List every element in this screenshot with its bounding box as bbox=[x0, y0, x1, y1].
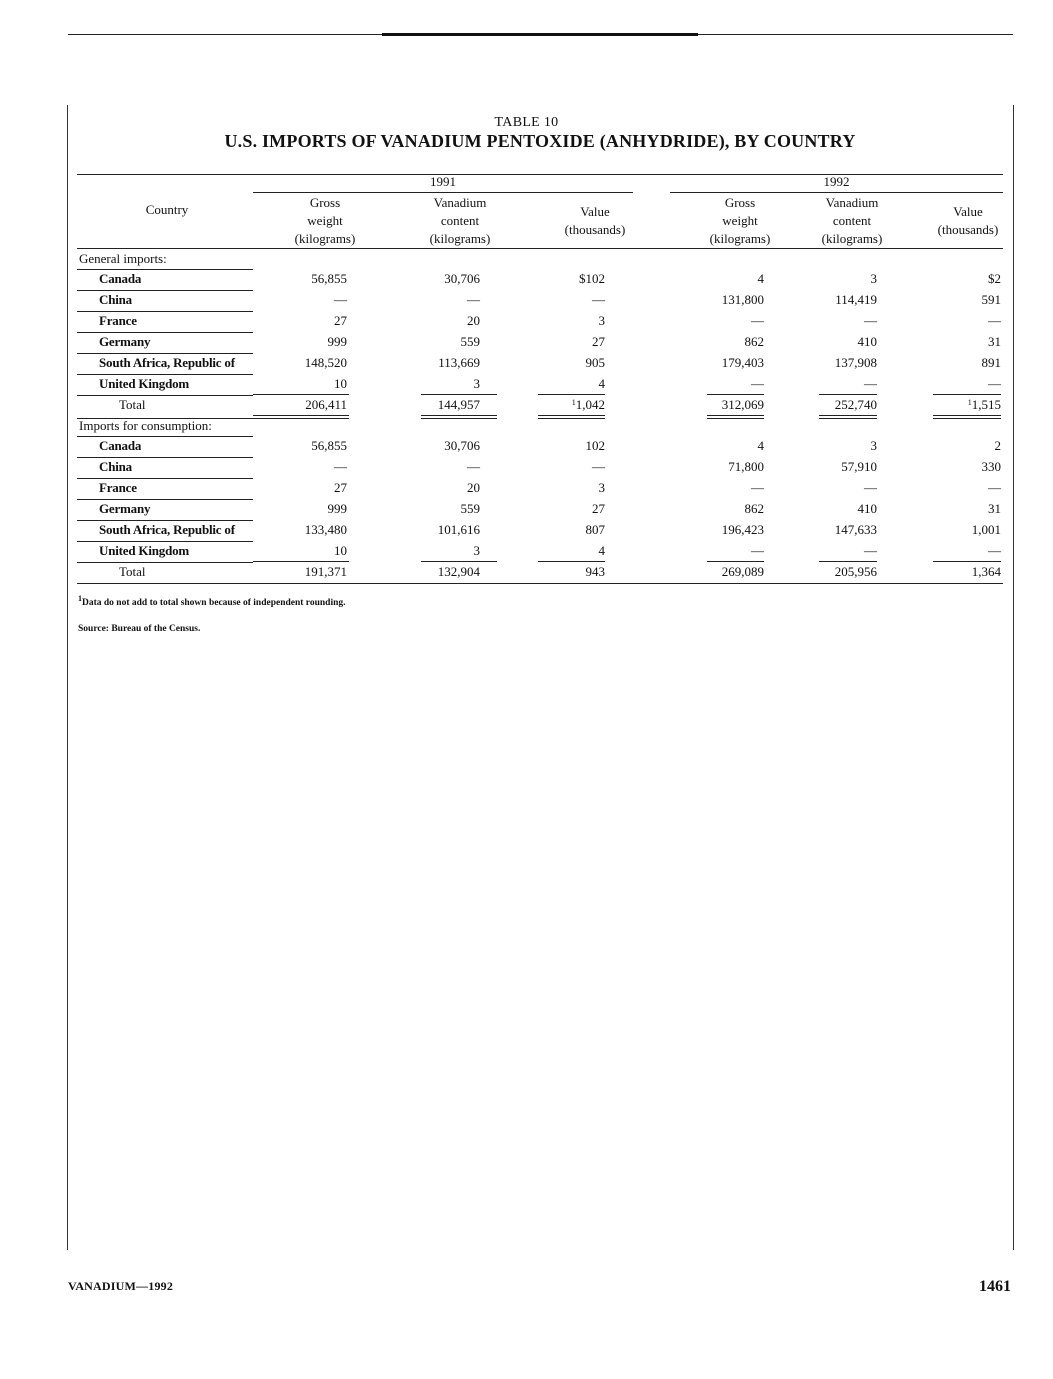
row-rule bbox=[77, 374, 253, 375]
country-name: Germany bbox=[99, 334, 151, 349]
row-rule bbox=[77, 311, 253, 312]
total-cell bbox=[767, 397, 877, 413]
table-cell: 4 bbox=[598, 543, 605, 558]
country-name: Canada bbox=[99, 438, 142, 453]
left-margin-line bbox=[67, 105, 68, 1250]
section-rule bbox=[77, 436, 253, 437]
section-label: Imports for consumption: bbox=[79, 418, 212, 433]
total-cell bbox=[495, 564, 605, 580]
total-value: 206,411 bbox=[305, 397, 347, 412]
footnote-ref: 1 bbox=[967, 398, 972, 407]
year-1991: 1991 bbox=[430, 174, 456, 189]
total-value: 205,956 bbox=[834, 564, 877, 579]
table-cell: — bbox=[864, 313, 877, 328]
row-rule bbox=[77, 541, 253, 542]
total-value: 1,364 bbox=[971, 564, 1001, 579]
table-cell: — bbox=[751, 543, 764, 558]
table-cell: 147,633 bbox=[834, 522, 877, 537]
row-rule bbox=[77, 395, 253, 396]
year-1991-rule bbox=[253, 192, 633, 193]
column-header-6 bbox=[913, 203, 1023, 239]
table-cell: — bbox=[334, 292, 347, 307]
right-margin-line bbox=[1013, 105, 1014, 1250]
table-cell: 20 bbox=[467, 313, 480, 328]
table-cell: 56,855 bbox=[311, 271, 347, 286]
table-title: U.S. IMPORTS OF VANADIUM PENTOXIDE (ANHYDRIDE), BY COUNTRY bbox=[224, 131, 856, 151]
total-double-rule bbox=[421, 415, 497, 419]
table-cell: 56,855 bbox=[311, 438, 347, 453]
country-name: France bbox=[99, 313, 137, 328]
table-cell: — bbox=[334, 459, 347, 474]
row-rule bbox=[77, 478, 253, 479]
table-cell: — bbox=[751, 313, 764, 328]
table-cell: 4 bbox=[757, 438, 764, 453]
column-header-line: (thousands) bbox=[564, 222, 626, 237]
header-bottom-rule bbox=[77, 248, 1003, 249]
total-double-rule bbox=[933, 415, 1001, 419]
total-double-rule bbox=[253, 415, 349, 419]
total-cell bbox=[767, 564, 877, 580]
total-underline bbox=[538, 394, 605, 395]
table-cell: — bbox=[864, 376, 877, 391]
table-cell: — bbox=[988, 313, 1001, 328]
total-value: 132,904 bbox=[437, 564, 480, 579]
table-cell: 4 bbox=[598, 376, 605, 391]
table-cell: 131,800 bbox=[721, 292, 764, 307]
table-cell: 31 bbox=[988, 334, 1001, 349]
total-underline bbox=[933, 394, 1001, 395]
total-value: 312,069 bbox=[721, 397, 764, 412]
total-cell bbox=[654, 564, 764, 580]
total-value: 269,089 bbox=[721, 564, 764, 579]
page-number: 1461 bbox=[979, 1278, 1011, 1295]
top-rule-accent bbox=[382, 33, 698, 36]
year-1992: 1992 bbox=[823, 174, 850, 189]
column-header-1 bbox=[270, 194, 380, 248]
total-underline bbox=[819, 561, 877, 562]
column-header-line: (kilograms) bbox=[821, 231, 883, 246]
country-name: Canada bbox=[99, 271, 142, 286]
table-cell: — bbox=[751, 480, 764, 495]
total-double-rule bbox=[707, 415, 764, 419]
column-header-line: weight bbox=[307, 213, 343, 228]
row-rule bbox=[77, 290, 253, 291]
column-header-3 bbox=[540, 203, 650, 239]
country-name: South Africa, Republic of bbox=[99, 522, 235, 537]
row-rule bbox=[77, 499, 253, 500]
table-cell: $102 bbox=[579, 271, 605, 286]
table-cell: — bbox=[864, 480, 877, 495]
country-name: China bbox=[99, 459, 132, 474]
table-cell: 137,908 bbox=[834, 355, 877, 370]
row-rule bbox=[77, 332, 253, 333]
total-label: Total bbox=[119, 397, 146, 412]
table-cell: 591 bbox=[981, 292, 1001, 307]
total-double-rule bbox=[538, 415, 605, 419]
table-cell: — bbox=[751, 376, 764, 391]
total-value: 252,740 bbox=[834, 397, 877, 412]
total-underline bbox=[707, 561, 764, 562]
total-underline bbox=[707, 394, 764, 395]
column-header-line: (kilograms) bbox=[429, 231, 491, 246]
footnote-mark: 1 bbox=[78, 594, 82, 603]
table-cell: — bbox=[592, 292, 605, 307]
row-rule bbox=[77, 520, 253, 521]
year-1992-rule bbox=[670, 192, 1003, 193]
total-underline bbox=[933, 561, 1001, 562]
table-cell: 27 bbox=[592, 501, 605, 516]
table-cell: 3 bbox=[870, 271, 877, 286]
total-cell bbox=[495, 397, 605, 413]
table-cell: 4 bbox=[757, 271, 764, 286]
table-cell: 330 bbox=[981, 459, 1001, 474]
column-header-2 bbox=[405, 194, 515, 248]
table-cell: 20 bbox=[467, 480, 480, 495]
row-rule bbox=[77, 353, 253, 354]
table-cell: 27 bbox=[334, 480, 347, 495]
table-cell: 30,706 bbox=[444, 271, 480, 286]
total-underline bbox=[253, 394, 349, 395]
country-name: United Kingdom bbox=[99, 376, 190, 391]
table-cell: 113,669 bbox=[438, 355, 480, 370]
table-cell: — bbox=[988, 543, 1001, 558]
country-name: South Africa, Republic of bbox=[99, 355, 235, 370]
total-cell bbox=[370, 397, 480, 413]
table-cell: 2 bbox=[994, 438, 1001, 453]
column-header-line: content bbox=[440, 213, 480, 228]
footnote bbox=[78, 594, 346, 608]
country-name: France bbox=[99, 480, 137, 495]
table-cell: 559 bbox=[460, 501, 480, 516]
total-underline bbox=[253, 561, 349, 562]
section-label: General imports: bbox=[79, 251, 167, 266]
total-value: 1,515 bbox=[971, 397, 1001, 412]
total-underline bbox=[421, 394, 497, 395]
total-cell bbox=[654, 397, 764, 413]
table-cell: 114,419 bbox=[835, 292, 877, 307]
column-header-line: (kilograms) bbox=[709, 231, 771, 246]
table-cell: 101,616 bbox=[437, 522, 480, 537]
table-cell: — bbox=[592, 459, 605, 474]
table-cell: 3 bbox=[598, 313, 605, 328]
table-cell: 57,910 bbox=[841, 459, 877, 474]
table-cell: 27 bbox=[592, 334, 605, 349]
total-label: Total bbox=[119, 564, 146, 579]
column-header-line: Gross bbox=[309, 195, 341, 210]
total-value: 144,957 bbox=[437, 397, 480, 412]
total-double-rule bbox=[819, 415, 877, 419]
country-name: China bbox=[99, 292, 132, 307]
total-underline bbox=[819, 394, 877, 395]
table-cell: 862 bbox=[744, 334, 764, 349]
source-note: Source: Bureau of the Census. bbox=[78, 624, 201, 634]
column-header-line: content bbox=[832, 213, 872, 228]
total-cell bbox=[891, 564, 1001, 580]
column-header-line: weight bbox=[722, 213, 758, 228]
table-cell: 133,480 bbox=[304, 522, 347, 537]
table-cell: 3 bbox=[598, 480, 605, 495]
footnote-ref: 1 bbox=[571, 398, 576, 407]
total-value: 191,371 bbox=[304, 564, 347, 579]
country-name: Germany bbox=[99, 501, 151, 516]
table-cell: 1,001 bbox=[971, 522, 1001, 537]
country-name: United Kingdom bbox=[99, 543, 190, 558]
column-header-line: Value bbox=[580, 204, 610, 219]
table-cell: 410 bbox=[857, 501, 877, 516]
total-cell bbox=[237, 397, 347, 413]
table-cell: 31 bbox=[988, 501, 1001, 516]
column-header-4 bbox=[685, 194, 795, 248]
table-cell: 196,423 bbox=[721, 522, 764, 537]
table-cell: — bbox=[467, 459, 480, 474]
table-cell: $2 bbox=[988, 271, 1001, 286]
total-underline bbox=[421, 561, 497, 562]
table-cell: 102 bbox=[585, 438, 605, 453]
column-header-line: Gross bbox=[724, 195, 756, 210]
column-header-line: Vanadium bbox=[825, 195, 879, 210]
table-cell: 30,706 bbox=[444, 438, 480, 453]
table-cell: 891 bbox=[981, 355, 1001, 370]
column-header-line: Value bbox=[953, 204, 983, 219]
column-header-line: (kilograms) bbox=[294, 231, 356, 246]
total-value: 1,042 bbox=[575, 397, 605, 412]
table-cell: 559 bbox=[460, 334, 480, 349]
table-cell: 27 bbox=[334, 313, 347, 328]
table-cell: 905 bbox=[585, 355, 605, 370]
table-cell: 10 bbox=[334, 543, 347, 558]
column-header-5 bbox=[797, 194, 907, 248]
table-cell: 71,800 bbox=[728, 459, 764, 474]
table-cell: 410 bbox=[857, 334, 877, 349]
column-header-line: (thousands) bbox=[937, 222, 999, 237]
table-cell: — bbox=[988, 376, 1001, 391]
row-rule bbox=[77, 457, 253, 458]
table-cell: 3 bbox=[870, 438, 877, 453]
table-cell: — bbox=[988, 480, 1001, 495]
table-cell: 10 bbox=[334, 376, 347, 391]
country-header: Country bbox=[145, 202, 189, 217]
table-cell: 148,520 bbox=[304, 355, 347, 370]
total-cell bbox=[370, 564, 480, 580]
total-cell bbox=[891, 397, 1001, 413]
table-cell: — bbox=[467, 292, 480, 307]
table-bottom-rule bbox=[77, 583, 1003, 584]
total-value: 943 bbox=[585, 564, 605, 579]
data-table bbox=[77, 174, 1003, 594]
row-rule bbox=[77, 562, 253, 563]
total-underline bbox=[538, 561, 605, 562]
table-cell: 179,403 bbox=[721, 355, 764, 370]
table-cell: 999 bbox=[327, 501, 347, 516]
table-cell: 862 bbox=[744, 501, 764, 516]
total-cell bbox=[237, 564, 347, 580]
table-cell: 3 bbox=[473, 543, 480, 558]
table-number: TABLE 10 bbox=[494, 115, 559, 130]
section-rule bbox=[77, 269, 253, 270]
footnote-text: Data do not add to total shown because of independent rounding. bbox=[82, 598, 346, 608]
table-cell: 807 bbox=[585, 522, 605, 537]
table-cell: 999 bbox=[327, 334, 347, 349]
running-footer: VANADIUM—1992 bbox=[68, 1279, 174, 1293]
table-cell: 3 bbox=[473, 376, 480, 391]
column-header-line: Vanadium bbox=[433, 195, 487, 210]
table-cell: — bbox=[864, 543, 877, 558]
